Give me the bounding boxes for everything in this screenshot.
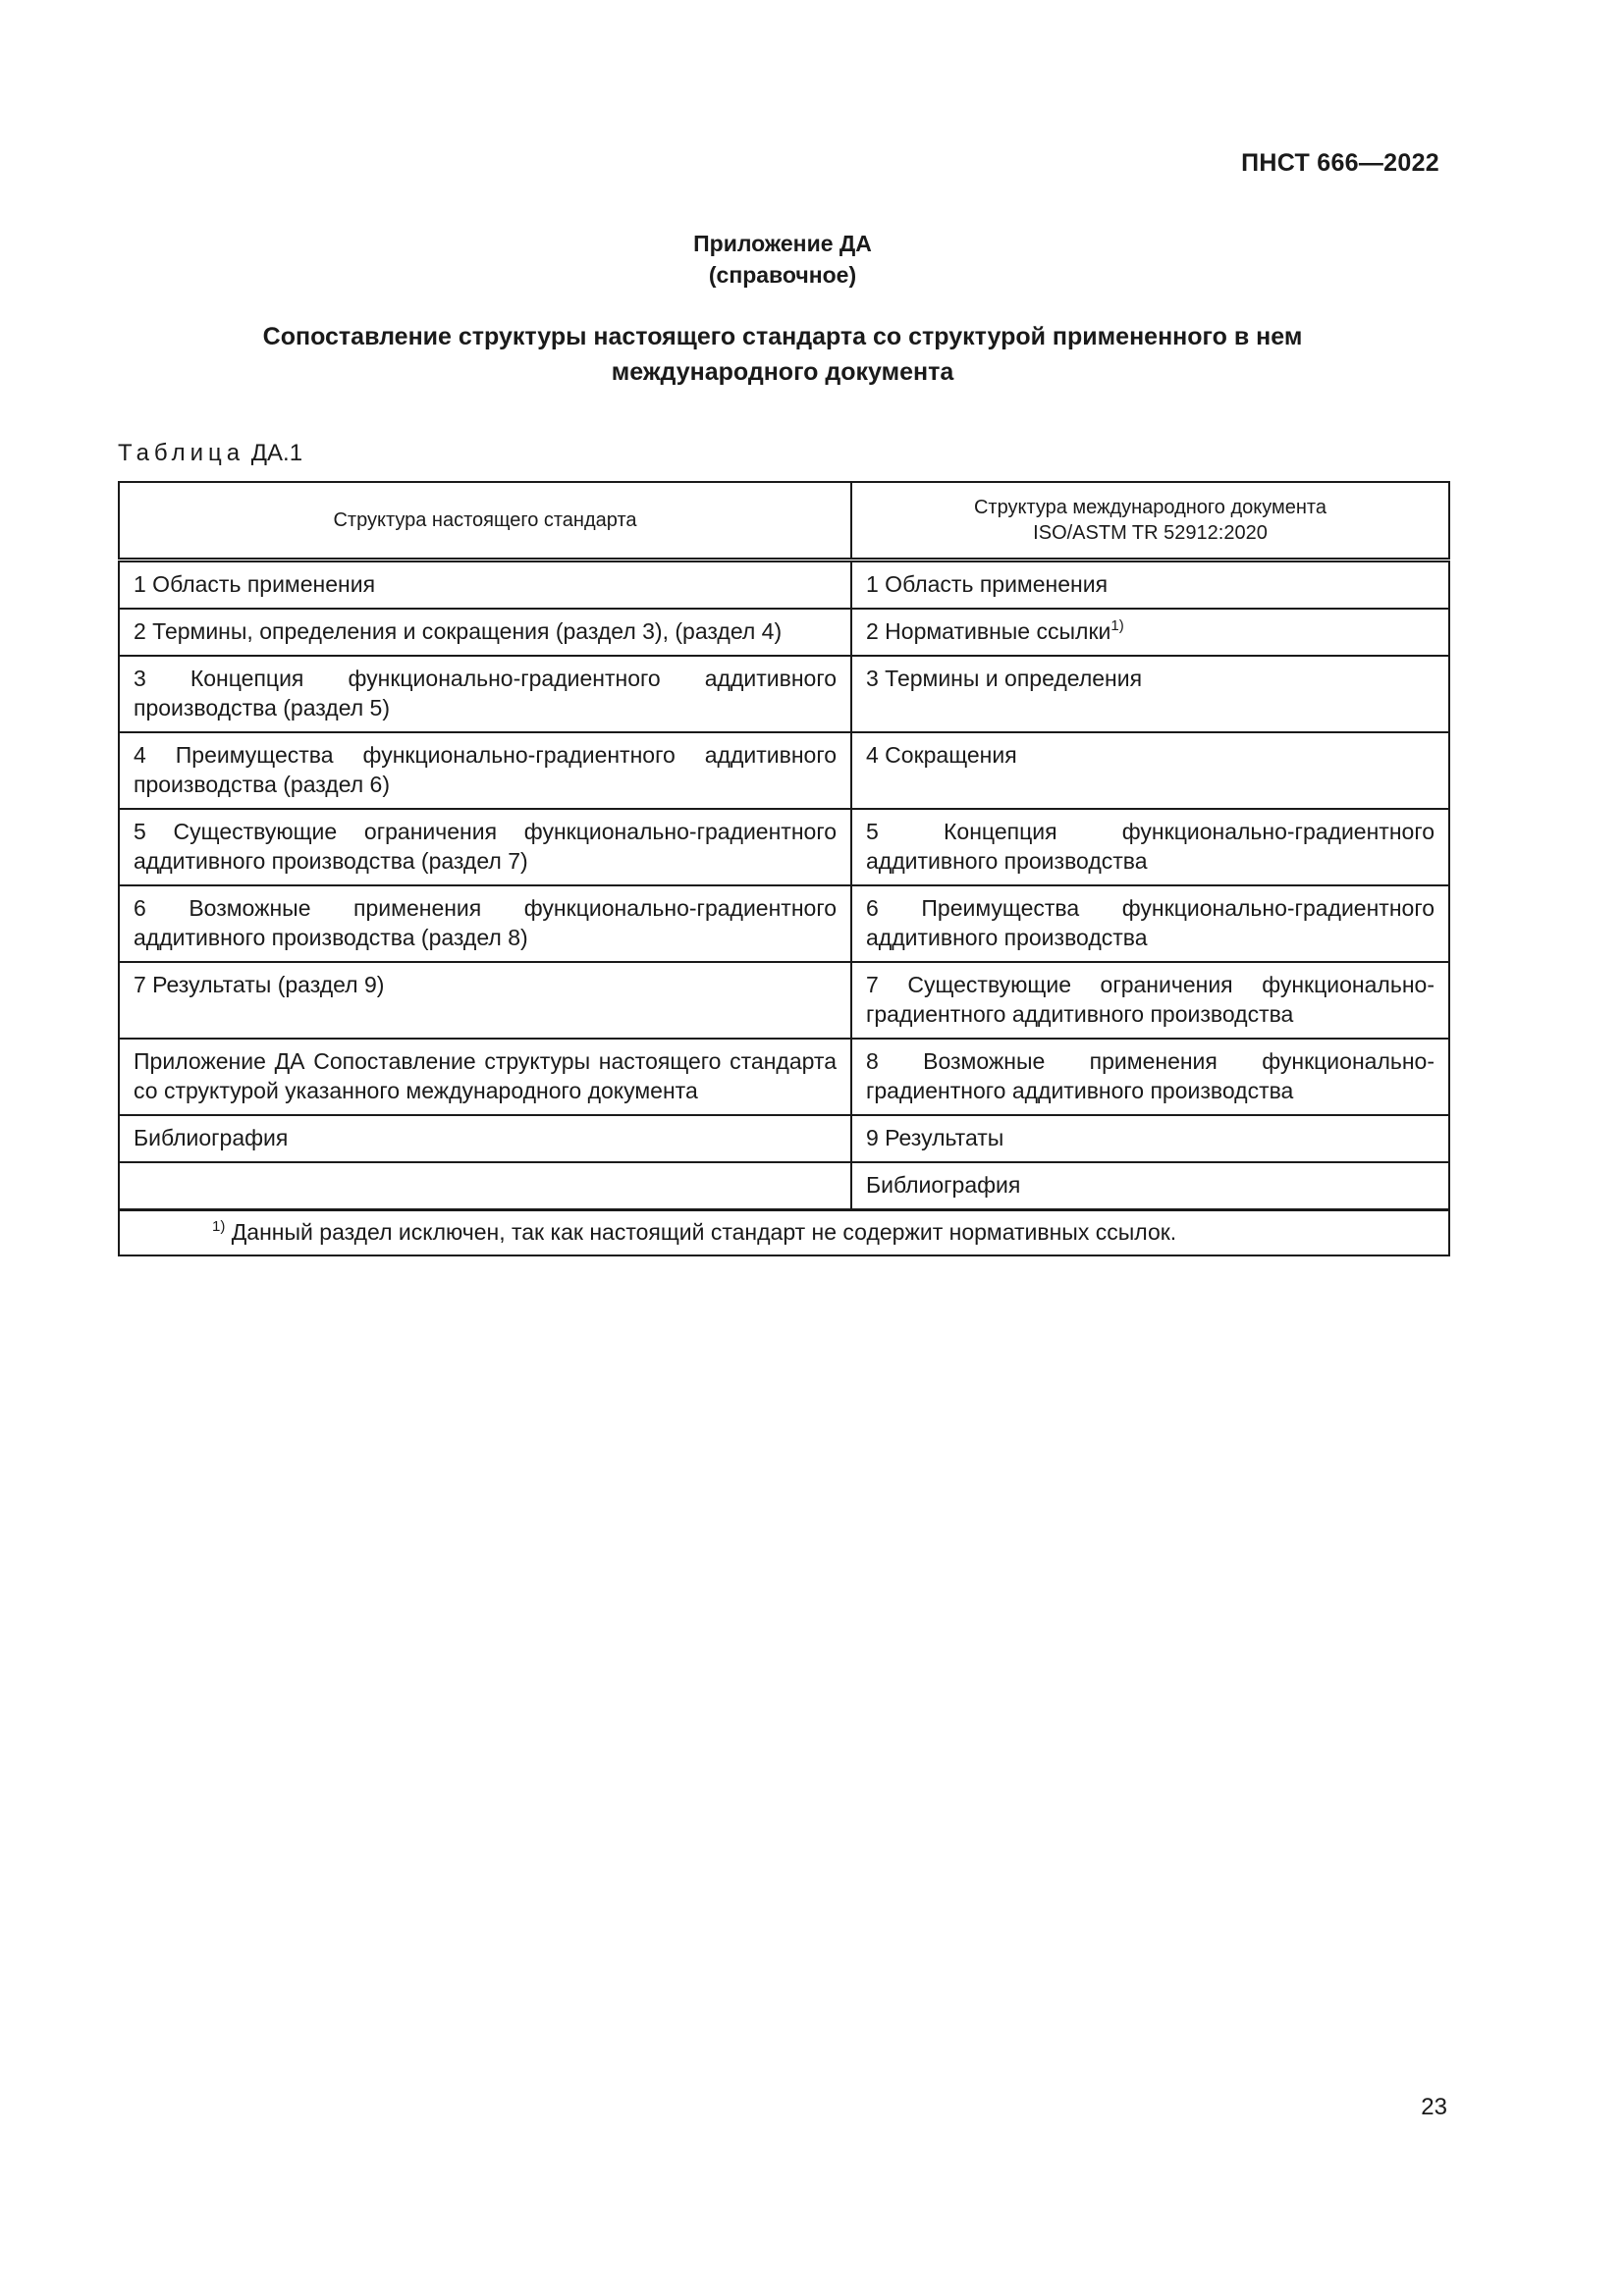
cell-right-text: 2 Нормативные ссылки — [866, 618, 1111, 644]
document-code: ПНСТ 666—2022 — [1241, 149, 1439, 177]
table-row — [119, 1162, 1449, 1210]
cell-right: 4 Сокращения — [851, 732, 1449, 809]
table-header-row — [119, 482, 1449, 561]
page-number: 23 — [1421, 2094, 1447, 2120]
table-row — [119, 809, 1449, 885]
cell-left: 2 Термины, определения и сокращения (раздел 3), (раздел 4) — [119, 609, 851, 656]
table-row — [119, 732, 1449, 809]
footnote-marker: 1) — [1110, 617, 1124, 634]
cell-right: 5 Концепция функционально-градиентного аддитивного производства — [851, 809, 1449, 885]
cell-right: 1 Область применения — [851, 561, 1449, 610]
footnote-cell — [119, 1210, 1449, 1256]
footnote-marker-ref: 1) — [212, 1218, 226, 1235]
cell-left: 7 Результаты (раздел 9) — [119, 962, 851, 1039]
table-caption — [118, 440, 302, 467]
table-row — [119, 1115, 1449, 1162]
cell-right — [851, 609, 1449, 656]
cell-right: 6 Преимущества функционально-градиентного аддитивного производства — [851, 885, 1449, 962]
table-row — [119, 609, 1449, 656]
cell-left — [119, 1162, 851, 1210]
cell-left: Библиография — [119, 1115, 851, 1162]
header-right-line-1: Структура международного документа — [973, 497, 1326, 518]
header-international-document — [851, 482, 1449, 561]
structure-comparison-table — [118, 481, 1450, 1256]
cell-left: Приложение ДА Сопоставление структуры настоящего стандарта со структурой указанного международного документа — [119, 1039, 851, 1115]
table-row — [119, 962, 1449, 1039]
cell-right: 3 Термины и определения — [851, 656, 1449, 732]
cell-left: 6 Возможные применения функционально-градиентного аддитивного производства (раздел 8) — [119, 885, 851, 962]
appendix-title: Приложение ДА — [693, 231, 872, 256]
appendix-subtitle: (справочное) — [708, 262, 857, 288]
cell-right: 9 Результаты — [851, 1115, 1449, 1162]
cell-right: 7 Существующие ограничения функционально-градиентного аддитивного производства — [851, 962, 1449, 1039]
section-title-line-1: Сопоставление структуры настоящего стандарта со структурой примененного в нем — [262, 323, 1303, 350]
table-row — [119, 885, 1449, 962]
table-footnote-row — [119, 1210, 1449, 1256]
section-title-line-2: международного документа — [611, 358, 954, 386]
cell-left: 1 Область применения — [119, 561, 851, 610]
table-row — [119, 656, 1449, 732]
cell-right: Библиография — [851, 1162, 1449, 1210]
table-row — [119, 561, 1449, 610]
cell-right: 8 Возможные применения функционально-градиентного аддитивного производства — [851, 1039, 1449, 1115]
cell-left: 3 Концепция функционально-градиентного аддитивного производства (раздел 5) — [119, 656, 851, 732]
footnote-text: Данный раздел исключен, так как настоящий стандарт не содержит нормативных ссылок. — [231, 1219, 1177, 1245]
header-right-line-2: ISO/ASTM TR 52912:2020 — [1033, 522, 1268, 544]
cell-left: 5 Существующие ограничения функционально-градиентного аддитивного производства (раздел 7) — [119, 809, 851, 885]
cell-left: 4 Преимущества функционально-градиентного аддитивного производства (раздел 6) — [119, 732, 851, 809]
table-caption-word: Таблица — [118, 440, 245, 466]
table-caption-id: ДА.1 — [250, 440, 303, 466]
appendix-heading — [0, 228, 1565, 291]
table-row — [119, 1039, 1449, 1115]
section-title — [118, 319, 1447, 390]
header-current-standard: Структура настоящего стандарта — [119, 482, 851, 561]
footnote — [134, 1217, 1435, 1247]
